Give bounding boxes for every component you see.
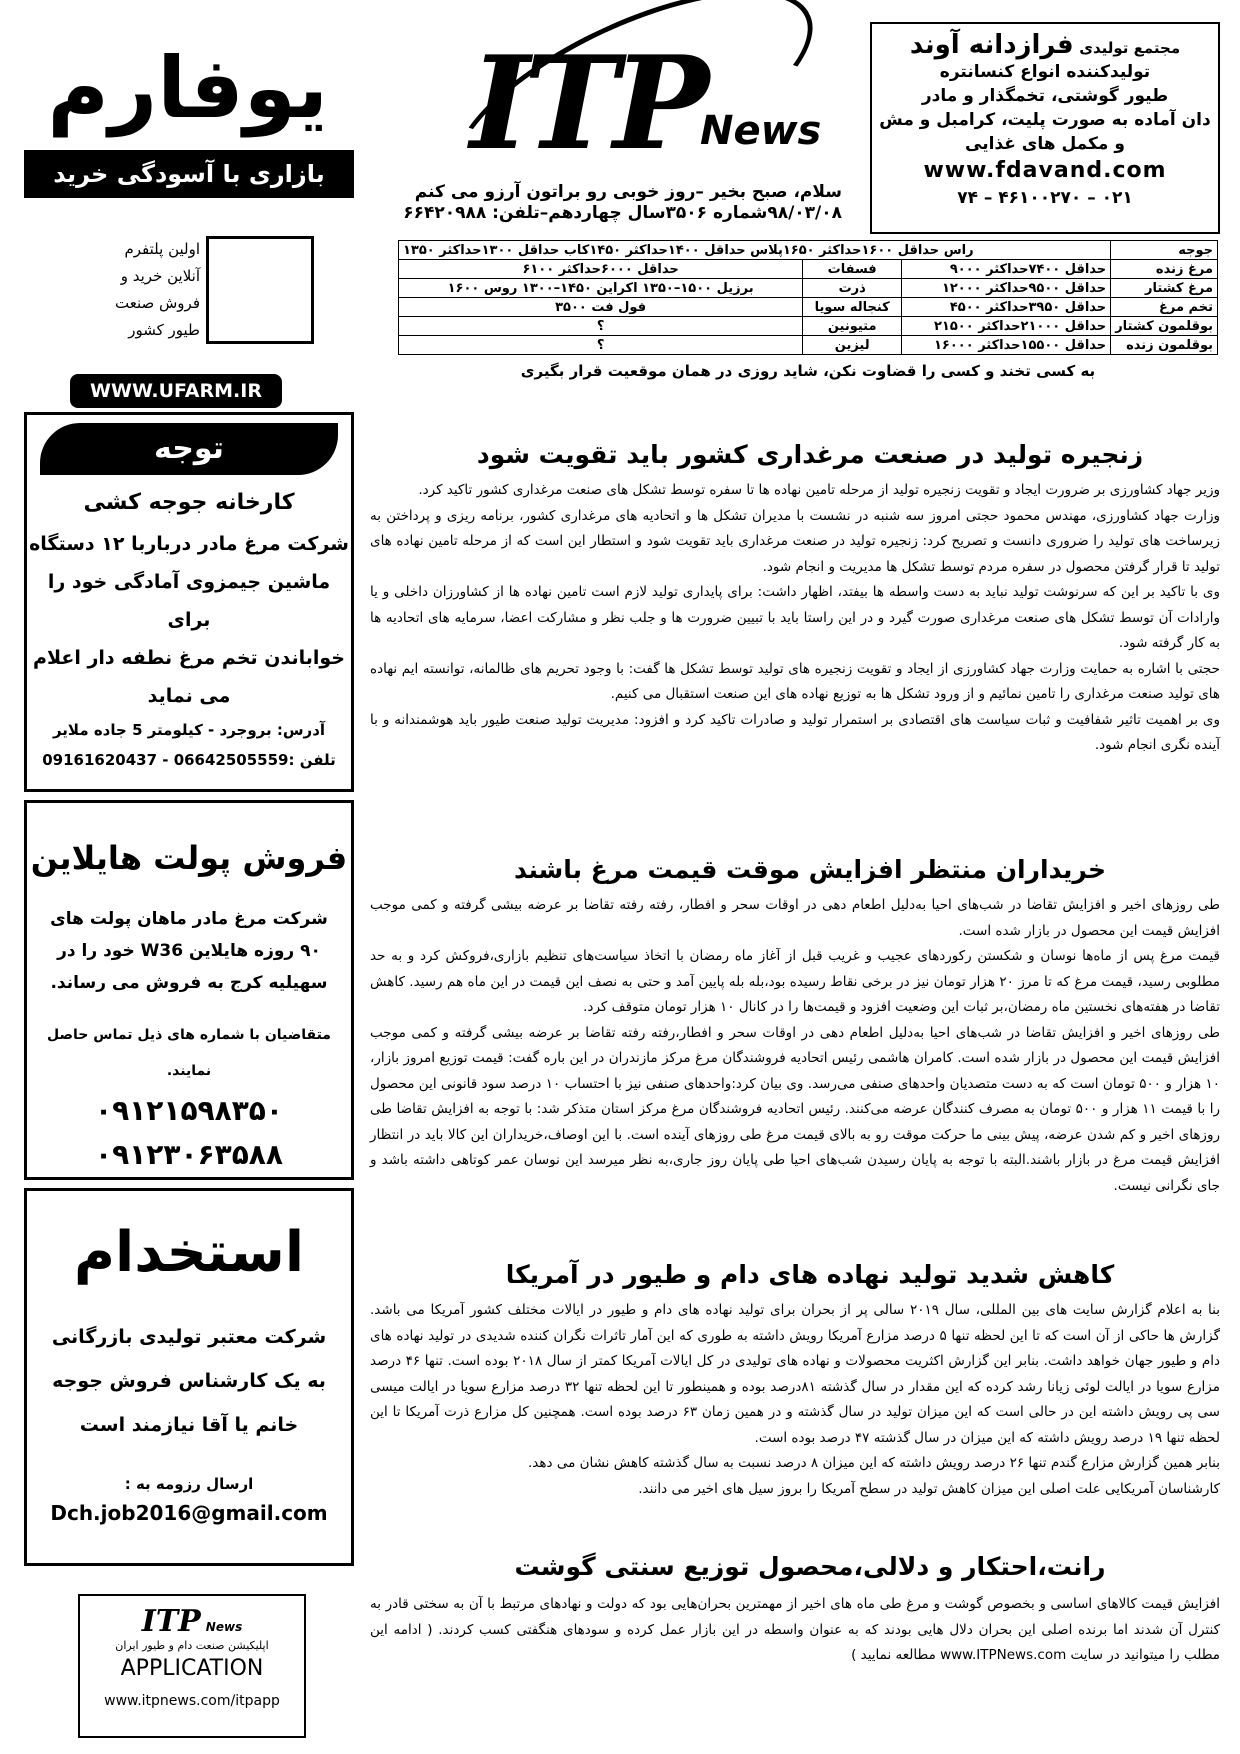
app-caption: اپلیکیشن صنعت دام و طیور ایران — [115, 1639, 269, 1652]
article-paragraph: وزارت جهاد کشاورزی، مهندس محمود حجتی امروز سه شنبه در نشست با مدیران تشکل ها و اتحادیه های مرغداری کشور، برنامه ریزی و پرداختن به زیرساخت های تولید را ضروری دانست و تصریح کرد: زنجیره تولید در صنعت مرغداری باید تقویت شود و استطار این است که از مرحله تامین نهاده های تولید تا قرار گرفتن محصول در سفره مردم توسط تشکل ها مدیریت و انجام شود. — [370, 507, 1220, 575]
article-paragraph: طی روزهای اخیر و افزایش تقاضا در شب‌های احیا به‌دلیل اطعام دهی در اوقات سحر و افطار، رفته رفته تقاضا بر عرضه بیشی گرفته و کمی موجب افزایش قیمت این محصول در بازار شده است. — [370, 897, 1220, 939]
article-title: رانت،احتکار و دلالی،محصول توزیع سنتی گوشت — [514, 1552, 1106, 1581]
price-label: جوجه — [1111, 241, 1218, 260]
fdavand-line: دان آماده به صورت پلیت، کرامبل و مش — [879, 110, 1211, 130]
fdavand-title: فرازدانه آوند — [909, 30, 1074, 60]
pullet-sale-ad — [24, 800, 354, 1180]
pullet-phone[interactable]: ۰۹۱۲۳۰۶۳۵۸۸ — [95, 1138, 283, 1171]
qr-code-icon[interactable] — [206, 236, 314, 344]
app-logo: ITP — [141, 1604, 201, 1639]
article-paragraph: وی بر اهمیت تاثیر شفافیت و ثبات سیاست های اقتصادی بر استمرار تولید و صادرات تاکید کرد و افزود: مدیریت تولید صنعت طیور باید هوشمندانه و با آینده نگری انجام شود. — [370, 711, 1220, 753]
price-value: حداقل ۳۹۵۰حداکثر ۴۵۰۰ — [902, 298, 1111, 317]
job-email-link[interactable]: Dch.job2016@gmail.com — [50, 1501, 328, 1525]
table-row — [399, 317, 1218, 336]
price-label: کنجاله سویا — [803, 298, 902, 317]
ufarm-url-link[interactable]: WWW.UFARM.IR — [70, 374, 282, 408]
price-value: ؟ — [399, 317, 803, 336]
app-logo-sub: News — [205, 1620, 243, 1634]
article-paragraph: بنابر همین گزارش مزارع گندم تنها ۲۶ درصد رویش داشته که این میزان ۸ درصد نسبت به سال گذشته کاهش نشان می دهد. — [528, 1455, 1220, 1471]
price-label: فسفات — [803, 260, 902, 279]
notice-phone: تلفن :06642505559 - 09161620437 — [42, 751, 336, 769]
price-value: برزیل ۱۵۰۰–۱۳۵۰ اکراین ۱۴۵۰–۱۳۰۰ روس ۱۶۰۰ — [399, 279, 803, 298]
article-body — [370, 478, 1220, 759]
pullet-contact: متقاضیان با شماره های ذیل تماس حاصل نمایند. — [47, 1027, 331, 1079]
ufarm-line: آنلاین خرید و — [120, 267, 200, 285]
price-label: بوقلمون زنده — [1111, 336, 1218, 355]
job-send-label: ارسال رزومه به : — [124, 1475, 254, 1493]
notice-header: توجه — [40, 423, 338, 475]
price-value: حداقل ۶۰۰۰حداکثر ۶۱۰۰ — [399, 260, 803, 279]
pullet-line: سهیلیه کرج به فروش می رساند. — [50, 973, 328, 993]
article-title: کاهش شدید تولید نهاده های دام و طیور در آمریکا — [505, 1260, 1115, 1289]
article-paragraph: بنا به اعلام گزارش سایت های بین المللی، سال ۲۰۱۹ سالی پر از بحران برای تولید نهاده های دام و طیور در ایالات مختلف کشور آمریکا می باشد. گزارش ها حاکی از آن است که تا این لحظه تنها ۵ درصد مزارع آمریکا رویش داشته به طوری که این آمار تاثرات نگران کننده شدیدی در تولید نهاده های دام و طیور جهان خواهد داشت. بنابر این گزارش اکثریت محصولات و نهاده های تولیدی در کل ایالات آمریکا کمتر از سال ۲۰۱۸ بوده است. تنها ۴۶ درصد مزارع سویا در ایالت لوئی زیانا رشد کرده که این مقدار در سال گذشته ۸۱درصد بوده و همینطور تا این لحظه تنها ۳۲ درصد مزارع سویا در ایالت میسی سی پی رویش داشته این در حالی است که این میزان تولید در سال گذشته و در همین زمان ۶۳ درصد بوده است. همچنین کل مزارع ذرت آمریکا تا این لحظه تنها ۱۹ درصد رویش داشته که این میزان در سال گذشته ۴۷ درصد بوده است. — [370, 1302, 1220, 1446]
article-paragraph: وی با تاکید بر این که سرنوشت تولید نباید به دست واسطه ها بیفتد، اظهار داشت: برای پایداری تولید لازم است تامین نهاده ها از کشاورزان داخلی و یا وارادات آن توسط تشکل های صنعت مرغداری صورت گیرد و در این راستا باید با تبیین ضرورت ها و جلب نظر و مشارکت اعضا، سرمایه های اتحادیه ها به کار گرفته شود. — [370, 584, 1220, 651]
daily-quote: به کسی تخند و کسی را قضاوت نکن، شاید روزی در همان موقعیت قرار بگیری — [520, 362, 1096, 380]
article-body — [370, 893, 1220, 1199]
ufarm-logo: یوفارم — [47, 39, 328, 137]
masthead-logo: ITP — [470, 29, 704, 179]
table-row — [399, 336, 1218, 355]
table-row — [399, 279, 1218, 298]
job-line: خانم یا آقا نیازمند است — [79, 1414, 299, 1436]
pullet-line: ۹۰ روزه هایلاین W36 خود را در — [57, 941, 321, 961]
notice-address: آدرس: بروجرد - کیلومتر 5 جاده ملایر — [52, 721, 326, 739]
notice-line: ماشین جیمزوی آمادگی خود را برای — [47, 571, 331, 631]
price-label: لیزین — [803, 336, 902, 355]
ufarm-line: فروش صنعت — [115, 294, 200, 312]
fdavand-url-link[interactable]: www.fdavand.com — [923, 158, 1167, 183]
article-title: خریداران منتظر افزایش موقت قیمت مرغ باشند — [514, 855, 1106, 884]
pullet-phone[interactable]: ۰۹۱۲۱۵۹۸۳۵۰ — [95, 1094, 283, 1127]
ufarm-line: اولین پلتفرم — [124, 240, 200, 258]
fdavand-phone: ۰۲۱ – ۴۶۱۰۰۲۷۰ – ۷۴ — [957, 188, 1133, 208]
price-label: بوقلمون کشتار — [1111, 317, 1218, 336]
price-label: تخم مرغ — [1111, 298, 1218, 317]
price-value: ؟ — [399, 336, 803, 355]
app-url-link[interactable]: www.itpnews.com/itpapp — [104, 1693, 280, 1709]
price-label: مرغ کشتار — [1111, 279, 1218, 298]
price-label: مرغ زنده — [1111, 260, 1218, 279]
price-value: حداقل ۱۵۵۰۰حداکثر ۱۶۰۰۰ — [902, 336, 1111, 355]
fdavand-line: و مکمل های غذایی — [965, 134, 1125, 154]
notice-line: خواباندن تخم مرغ نطفه دار اعلام — [33, 647, 345, 669]
article-body — [370, 1298, 1220, 1502]
notice-line: شرکت مرغ مادر درباربا ۱۲ دستگاه — [29, 533, 349, 555]
job-ad — [24, 1188, 354, 1566]
article-paragraph: وزیر جهاد کشاورزی بر ضرورت ایجاد و تقویت زنجیره تولید از مرحله تامین نهاده ها تا سفره توسط تشکل های صنعت مرغداری کشور تاکید کرد. — [418, 482, 1220, 498]
price-value: حداقل ۹۵۰۰حداکثر ۱۲۰۰۰ — [902, 279, 1111, 298]
price-table — [398, 240, 1218, 355]
price-value: راس حداقل ۱۶۰۰حداکثر ۱۶۵۰پلاس حداقل ۱۴۰۰حداکثر ۱۴۵۰کاب حداقل ۱۳۰۰حداکثر ۱۳۵۰ — [399, 241, 1111, 260]
article-paragraph: قیمت مرغ پس از ماه‌ها نوسان و شکستن رکوردهای عجیب و غریب قبل از آغاز ماه رمضان با اتخاذ سیاست‌های تنظیم بازاری،فروکش کرد و به حد مطلوبی رسید، قیمت مرغ که تا مرز ۲۰ هزار تومان نیز در برخی نقاط رسیده بود،بله بله پایین آمد و حتی به نصف این قیمت در این ماه هم رسید. کاهش تقاضا در هفته‌های نخستین ماه رمضان،بر ثبات این وضعیت افزود و قیمت‌ها را در کانال ۱۰ هزار تومان متوقف کرد. — [370, 948, 1221, 1015]
price-value: فول فت ۳۵۰۰ — [399, 298, 803, 317]
job-line: شرکت معتبر تولیدی بازرگانی — [51, 1326, 327, 1348]
article-paragraph: طی روزهای اخیر و افزایش تقاضا در شب‌های احیا به‌دلیل اطعام دهی در اوقات سحر و افطار،رفته رفته تقاضا بر عرضه بیشی گرفته و کمی موجب افزایش قیمت این محصول در بازار شده است. کامران هاشمی رئیس اتحادیه فروشندگان مرغ مرکز مازندران در این باره گفت: قیمت توزیع امروز بازار، ۱۰ هزار و ۵۰۰ تومان است که به دست متصدیان واحدهای صنفی می‌رسد. وی بیان کرد:واحدهای صنفی نیز با احتساب ۱۰ درصد سود قانونی این محصول را با قیمت ۱۱ هزار و ۵۰۰ تومان به مصرف کنندگان عرضه می‌کنند. رئیس اتحادیه فروشندگان مرغ مرکز استان متذکر شد: با توجه به افزایش تقاضا طی روزهای اخیر و کم شدن عرضه، پیش بینی ما حرکت موقت رو به بالای قیمت مرغ طی روزهای آینده است. با این اوصاف،خریداران این کالا باید در انتظار افزایش قیمت مرغ در بازار باشند.البته با توجه به پایان رسیدن شب‌های احیا طی پایان روز جاری،به نظر میرسد این نوسان عمر کوتاهی داشته باشد و جای نگرانی نیست. — [370, 1024, 1220, 1194]
notice-line: کارخانه جوجه کشی — [83, 490, 295, 515]
job-title: استخدام — [73, 1220, 305, 1285]
fdavand-line: تولیدکننده انواع کنسانتره — [939, 62, 1151, 82]
fdavand-ad — [870, 22, 1220, 234]
ufarm-tagline: بازاری با آسودگی خرید — [24, 150, 354, 198]
app-label: APPLICATION — [120, 1656, 264, 1681]
price-label: متیونین — [803, 317, 902, 336]
masthead-issue-line: ۹۸/۰۳/۰۸شماره ۳۵۰۶سال چهاردهم–تلفن: ۶۶۴۲۰۹۸۸ — [403, 203, 842, 223]
article-paragraph: افزایش قیمت کالاهای اساسی و بخصوص گوشت و مرغ طی ماه های اخیر از مهمترین بحران‌هایی بود که دولت و نهادهای مرتبط با آن به سختی قادر به کنترل آن شدند اما برنده اصلی این بحران دلال هایی بودند که به عنوان واسطه در این بازار عمل کرده و سودهای هنگفتی کسب کردند. ( ادامه این مطلب را میتوانید در سایت www.ITPNews.com مطالعه نمایید ) — [370, 1596, 1220, 1663]
ufarm-description — [40, 236, 200, 344]
notice-line: می نماید — [147, 685, 231, 707]
article-paragraph: حجتی با اشاره به حمایت وزارت جهاد کشاورزی از ایجاد و تقویت زنجیره های تولید توسط تشکل ها گفت: با وجود تحریم های ظالمانه، توانسته ایم نهاده های تولید صنعت مرغداری را تامین نمائیم و از ورود تشکل ها به توزیع نهاده های این صنعت استقبال می کنیم. — [370, 660, 1220, 702]
article-body — [370, 1592, 1220, 1669]
app-ad[interactable] — [78, 1594, 306, 1738]
masthead-logo-sub: News — [700, 108, 822, 154]
ufarm-line: طیور کشور — [128, 321, 200, 339]
price-value: حداقل ۲۱۰۰۰حداکثر ۲۱۵۰۰ — [902, 317, 1111, 336]
job-line: به یک کارشناس فروش جوجه — [52, 1370, 326, 1392]
fdavand-small-title: مجتمع تولیدی — [1079, 39, 1181, 57]
table-row — [399, 241, 1218, 260]
price-label: ذرت — [803, 279, 902, 298]
pullet-line: شرکت مرغ مادر ماهان پولت های — [50, 909, 328, 929]
hatchery-notice-ad — [24, 412, 354, 792]
table-row — [399, 260, 1218, 279]
table-row — [399, 298, 1218, 317]
article-paragraph: کارشناسان آمریکایی علت اصلی این میزان کاهش تولید در سطح آمریکا را بروز سیل های اخیر می دانند. — [638, 1480, 1220, 1497]
article-title: زنجیره تولید در صنعت مرغداری کشور باید تقویت شود — [476, 440, 1144, 469]
masthead-slogan: سلام، صبح بخیر –روز خوبی رو براتون آرزو می کنم — [414, 182, 842, 202]
price-value: حداقل ۷۴۰۰حداکثر ۹۰۰۰ — [902, 260, 1111, 279]
fdavand-line: طیور گوشتی، تخمگذار و مادر — [921, 86, 1169, 106]
pullet-title: فروش پولت هایلاین — [30, 839, 348, 877]
